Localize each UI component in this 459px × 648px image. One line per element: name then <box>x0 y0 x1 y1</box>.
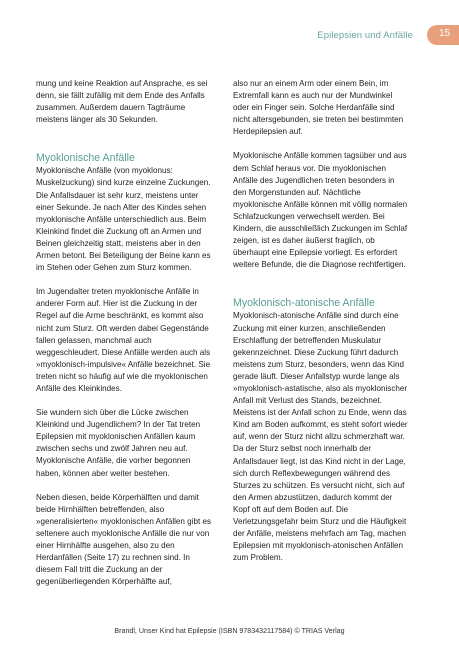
paragraph: also nur an einem Arm oder einem Bein, im Extremfall kann es auch nur der Mundwinkel oder ein Finger sein. Solche Herdanfälle sind nicht altersgebunden, sie treten bei bestimmten Herdepilepsien auf. <box>233 79 404 137</box>
section-heading-myoklonisch-atonische-anfaelle: Myoklonisch-atonische Anfälle <box>233 297 375 310</box>
footer-copyright: Brandl, Unser Kind hat Epilepsie (ISBN 9783432117584) © TRIAS Verlag <box>114 627 345 635</box>
paragraph: Im Jugendalter treten myoklonische Anfälle in anderer Form auf. Hier ist die Zuckung in der Regel auf die Arme beschränkt, es kommt also nicht zum Sturz. Oft werden dabei Gegenstände fallen gelassen, manchmal auch weggeschleudert. Diese Anfälle werden auch als »myoklonisch-impulsive« Anfälle bezeichnet. Sie treten nicht so häufig auf wie die myoklonischen Anfälle des Kleinkindes. <box>36 287 211 393</box>
paragraph: Sie wundern sich über die Lücke zwischen Kleinkind und Jugendlichem? In der Tat treten Epilepsien mit myoklonischen Anfällen kaum zwischen sechs und zwölf Jahren neu auf. Myoklonische Anfälle, die vorher begonnen haben, können aber weiter bestehen. <box>36 408 201 478</box>
section-heading-myoklonische-anfaelle: Myoklonische Anfälle <box>36 152 135 165</box>
left-column <box>36 78 213 600</box>
right-column <box>233 78 410 576</box>
paragraph: Myoklonische Anfälle kommen tagsüber und aus dem Schlaf heraus vor. Die myoklonischen Anfälle des Jugendlichen treten besonders in den Morgenstunden auf. Nächtliche myoklonische Anfälle können mit völlig normalen Schlafzuckungen verwechselt werden. Bei Kindern, die ausschließlich Zuckungen im Schlaf zeigen, ist es daher äußerst fraglich, ob überhaupt eine Epilepsie vorliegt. Es erfordert weitere Befunde, die die Diagnose rechtfertigen. <box>233 151 408 270</box>
paragraph: Myoklonisch-atonische Anfälle sind durch eine Zuckung mit einer kurzen, anschließenden Erschlaffung der betreffenden Muskulatur gekennzeichnet. Diese Zuckung führt dadurch meistens zum Sturz, besonders, wenn das Kind gerade läuft. Dieser Anfallstyp wurde lange als »myoklonisch-astatische, also als myoklonischer Anfall mit Verlust des Stands, bezeichnet. Meistens ist der Anfall schon zu Ende, wenn das Kind am Boden aufkommt, es steht sofort wieder auf, wenn der Sturz nicht allzu schmerzhaft war. Da der Sturz selbst noch innerhalb der Anfallsdauer liegt, ist das Kind nicht in der Lage, sich durch Reflexbewegungen während des Sturzes zu schützen. Es versucht nicht, sich auf den Armen abzustützen, dadurch kommt der Kopf oft auf dem Boden auf. Die Verletzungsgefahr beim Sturz und die Häufigkeit der Anfälle, meistens mehrfach am Tag, machen Epilepsien mit myoklonisch-atonischen Anfällen zum Problem. <box>233 311 408 563</box>
paragraph: Myoklonische Anfälle (von myoklonus: Muskelzuckung) sind kurze einzelne Zuckungen. Die Anfallsdauer ist sehr kurz, meistens unter einer Sekunde. Je nach Alter des Kindes sehen myoklonische Anfälle unterschiedlich aus. Beim Kleinkind findet die Zuckung oft an Armen und Beinen gleichzeitig statt, meistens aber in den Armen betont. Bei Beteiligung der Beine kann es im Stehen oder Gehen zum Sturz kommen. <box>36 166 211 273</box>
running-title: Epilepsien und Anfälle <box>317 30 413 41</box>
page-number: 15 <box>439 28 451 39</box>
page-number-badge <box>427 25 459 45</box>
paragraph: Neben diesen, beide Körperhälften und damit beide Hirnhälften betreffenden, also »generalisierten« myoklonischen Anfällen gibt es seltenere auch myoklonische Anfälle die nur von einer Hirnhälfte ausgehen, also zu den Herdanfällen (Seite 17) zu rechnen sind. In diesem Fall tritt die Zuckung an der gegenüberliegenden Körperhälfte auf, <box>36 492 212 587</box>
paragraph: mung und keine Reaktion auf Ansprache, es sei denn, sie fällt zufällig mit dem Ende des Anfalls zusammen. Außerdem dauern Tagträume meistens länger als 30 Sekunden. <box>36 79 208 125</box>
